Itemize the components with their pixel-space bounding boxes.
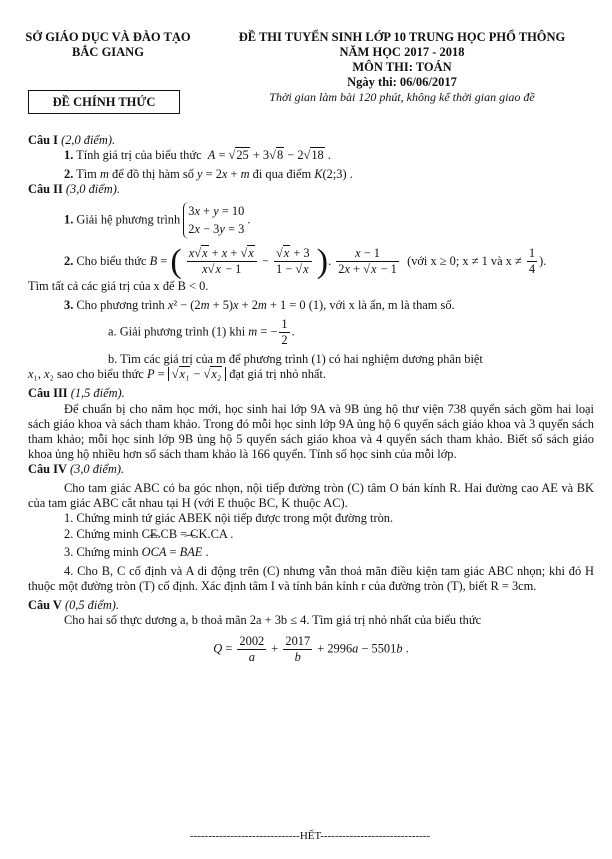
question-5-heading: Câu V (0,5 điểm). xyxy=(28,598,119,613)
school-year: NĂM HỌC 2017 - 2018 xyxy=(339,45,465,59)
subject: MÔN THI: TOÁN xyxy=(352,60,452,74)
question-4-heading: Câu IV (3,0 điểm). xyxy=(28,462,125,477)
question-4-item-3: 3. Chứng minh ⌒ OCA = ⌒ BAE . xyxy=(28,542,594,560)
question-4-item-1: 1. Chứng minh tứ giác ABEK nội tiếp được trong một đường tròn. xyxy=(64,511,394,526)
question-2-item-3a: a. Giải phương trình (1) khi m = − $\frac{1}{2}$ . xyxy=(108,316,295,348)
equation-system: 3x + y = 10 2x − 3y = 3 xyxy=(183,202,244,239)
exam-content xyxy=(28,133,594,666)
exam-title: ĐỀ THI TUYỂN SINH LỚP 10 TRUNG HỌC PHỔ THÔNG xyxy=(238,30,566,44)
end-of-exam-mark: ------------------------------HẾT------------------------------ xyxy=(189,830,431,842)
question-2-item-3b: b. Tìm các giá trị của m để phương trình (1) có hai nghiệm dương phân biệt xyxy=(108,352,483,367)
question-4-item-2: 2. Chứng minh CE.CB = CK.CA . xyxy=(64,526,234,541)
question-2-item-3b-cont: x₁, x₂ sao cho biểu thức P = √x₁ − √x₂ đạt giá trị nhỏ nhất. xyxy=(28,367,326,382)
official-stamp-box: ĐỀ CHÍNH THỨC xyxy=(28,90,180,114)
question-2-item-2: 2. Cho biểu thức B = ( $\frac{x√x + x + √x}{x√x - 1}$ − $\frac{√x + 3}{1 - √x}$ ). $\frac{x - 1}{2x + √x - 1}$ (với x ≥ 0; x ≠ 1 và x ≠ $\frac{1}{4}$ ). xyxy=(64,242,547,280)
question-4-intro: Cho tam giác ABC có ba góc nhọn, nội tiếp đường tròn (C) tâm O bán kính R. Hai đường cao AE và BK của tam giác ABC cắt nhau tại H (với E thuộc BC, K thuộc AC). xyxy=(28,481,594,511)
question-2-heading: Câu II (3,0 điểm). xyxy=(28,182,120,197)
province-name: BẮC GIANG xyxy=(72,45,144,59)
question-3-body: Để chuẩn bị cho năm học mới, học sinh hai lớp 9A và 9B ủng hộ thư viện 738 quyển sách gồm hai loại sách giáo khoa và sách tham khảo. Trong đó mỗi học sinh lớp 9A ủng hộ 6 quyển sách giáo khoa và 3 quyển sách tham khảo; mỗi học sinh lớp 9B ủng hộ 5 quyển sách giáo khoa và 4 quyển sách tham khảo. Biết số sách giáo khoa ủng hộ nhiều hơn số sách tham khảo là 166 quyển. Tính số học sinh của mỗi lớp. xyxy=(28,401,594,461)
exam-duration: Thời gian làm bài 120 phút, không kể thời gian giao đề xyxy=(269,90,535,104)
department-header xyxy=(18,30,198,60)
question-1-item-1: 1. Tính giá trị của biểu thức A = √25 + 3√8 − 2√18 . xyxy=(64,148,331,163)
question-2-item-1: 1. Giải hệ phương trình 3x + y = 10 2x − 3y = 3 . xyxy=(28,202,594,239)
department-name: SỞ GIÁO DỤC VÀ ĐÀO TẠO xyxy=(25,30,191,44)
exam-header xyxy=(206,30,598,104)
exam-date: Ngày thi: 06/06/2017 xyxy=(347,75,457,89)
question-3-heading: Câu III (1,5 điểm). xyxy=(28,386,125,401)
question-5-body: Cho hai số thực dương a, b thoả mãn 2a + 3b ≤ 4. Tìm giá trị nhỏ nhất của biểu thức xyxy=(64,613,482,628)
question-4-item-4: 4. Cho B, C cố định và A di động trên (C) nhưng vẫn thoả mãn điều kiện tam giác ABC nhọn; khi đó H thuộc một đường tròn (T) cố định. Xác định tâm I và tính bán kính r của đường tròn (T), biết R = 3cm. xyxy=(28,563,594,593)
question-1-heading: Câu I (2,0 điểm). xyxy=(28,133,116,147)
question-1-item-2: 2. Tìm m để đồ thị hàm số y = 2x + m đi qua điểm K(2;3) . xyxy=(64,167,353,182)
question-5-expression: Q = $\frac{2002}{a}$ + $\frac{2017}{b}$ + 2996a − 5501b . xyxy=(213,634,409,665)
question-2-item-3: 3. Cho phương trình x² − (2m + 5)x + 2m + 1 = 0 (1), với x là ẩn, m là tham số. xyxy=(64,297,455,312)
question-2-item-2-task: Tìm tất cả các giá trị của x để B < 0. xyxy=(28,278,209,293)
